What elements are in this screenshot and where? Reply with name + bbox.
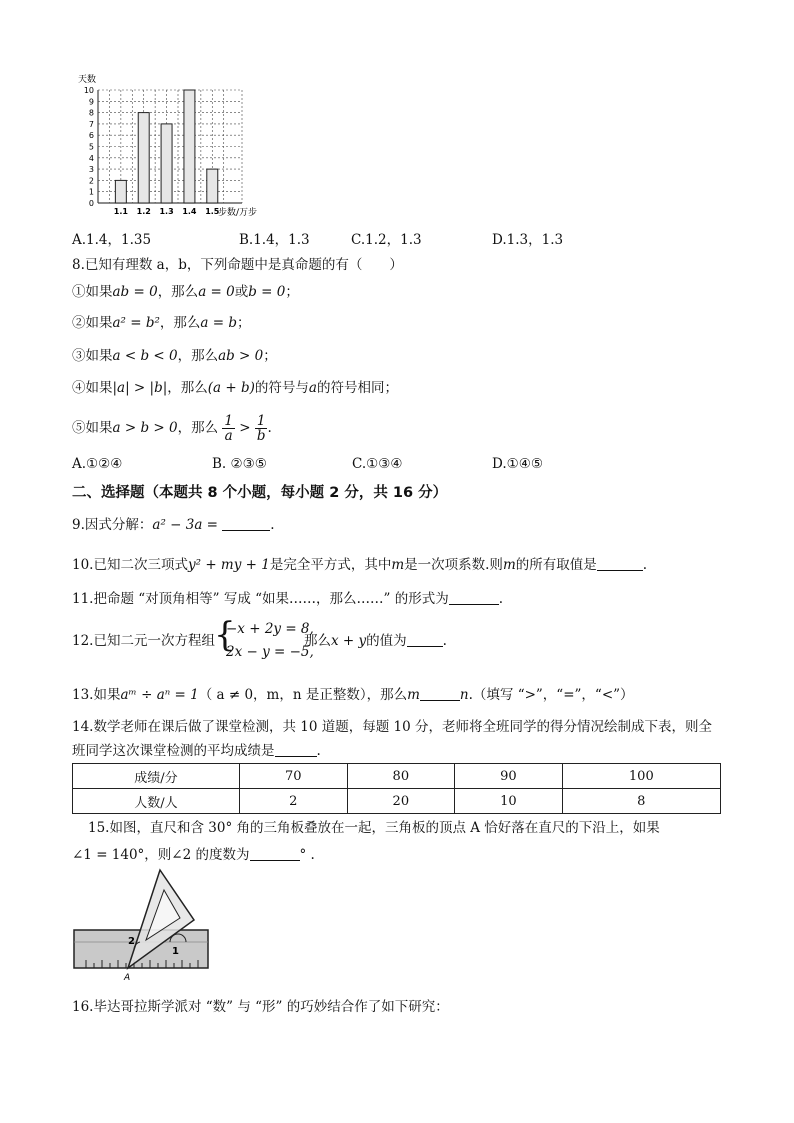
q12-prefix: 12.已知二元一次方程组	[72, 633, 215, 649]
bar-1.2	[138, 113, 149, 203]
section-2-title: 二、选择题（本题共 8 个小题，每小题 2 分，共 16 分）	[72, 485, 448, 501]
q12-equation-2: 2x − y = −5,	[226, 644, 314, 660]
q12-answer-blank	[407, 632, 443, 647]
q15-line-2: ∠1 = 140°，则∠2 的度数为 ° .	[72, 847, 315, 863]
table-cell: 2	[240, 789, 348, 814]
table-cell: 90	[455, 764, 563, 789]
q15-line-1: 15.如图，直尺和含 30° 角的三角板叠放在一起，三角板的顶点 A 恰好落在直尺的下沿上，如果	[88, 820, 660, 836]
x-tick-label: 1.3	[159, 207, 174, 216]
y-tick-label: 6	[88, 131, 94, 141]
bar-1.3	[161, 124, 172, 203]
q8-statement-2: ②如果a² = b²，那么a = b；	[72, 315, 251, 331]
bar-1.4	[184, 90, 195, 203]
angle-2-label: 2	[128, 936, 135, 947]
y-tick-label: 8	[88, 108, 94, 118]
y-tick-label: 9	[88, 97, 94, 107]
q8-option-d: D.①④⑤	[492, 456, 543, 472]
q7-option-c: C.1.2，1.3	[351, 232, 422, 248]
q8-statement-3: ③如果a < b < 0，那么ab > 0；	[72, 348, 277, 364]
x-tick-label: 1.2	[136, 207, 151, 216]
q9-answer-blank	[222, 516, 270, 531]
q8-stem: 8.已知有理数 a，b，下列命题中是真命题的有（ ）	[72, 257, 403, 273]
chart-x-ticks	[114, 207, 220, 216]
q8-statement-4: ④如果|a| > |b|，那么(a + b)的符号与a的符号相同；	[72, 380, 398, 396]
table-row	[73, 789, 721, 814]
y-tick-label: 10	[83, 86, 94, 95]
equation-system-brace: {	[214, 615, 236, 655]
y-tick-label: 5	[88, 142, 94, 152]
q14-answer-blank	[275, 742, 317, 757]
q12-equation-1: −x + 2y = 8,	[226, 621, 314, 637]
chart-y-ticks	[84, 86, 94, 208]
x-axis-label: 步数/万步	[218, 208, 258, 218]
fraction-1-over-b: $\frac{1}{b}$	[256, 413, 266, 444]
q15-answer-blank	[250, 846, 300, 861]
table-cell: 20	[347, 789, 455, 814]
q12-question: 那么x + y的值为 .	[304, 633, 447, 649]
q13-answer-blank	[420, 686, 460, 701]
y-tick-label: 4	[88, 153, 94, 163]
q8-option-a: A.①②④	[72, 456, 123, 472]
q7-option-a: A.1.4，1.35	[72, 232, 152, 248]
q14-line-2: 班同学这次课堂检测的平均成绩是 .	[72, 743, 321, 759]
step-count-bar-chart	[70, 70, 270, 222]
bar-1.5	[207, 169, 218, 203]
row-header-count: 人数/人	[73, 789, 240, 814]
x-tick-label: 1.4	[182, 207, 197, 216]
score-table	[72, 763, 721, 814]
q8-option-c: C.①③④	[352, 456, 403, 472]
q11: 11.把命题 “对顶角相等” 写成 “如果……，那么……” 的形式为 .	[72, 591, 504, 607]
q8-statement-5: ⑤如果a > b > 0，那么 $\frac{1}{a}$ > $\frac{1}{b}$ .	[72, 413, 272, 444]
q11-answer-blank	[449, 590, 499, 605]
q7-option-b: B.1.4，1.3	[239, 232, 310, 248]
table-cell: 70	[240, 764, 348, 789]
q16: 16.毕达哥拉斯学派对 “数” 与 “形” 的巧妙结合作了如下研究：	[72, 999, 449, 1015]
y-axis-label: 天数	[78, 75, 97, 85]
point-a-label: A	[124, 973, 131, 983]
q8-statement-1: ①如果ab = 0，那么a = 0或b = 0；	[72, 284, 299, 300]
q14-line-1: 14.数学老师在课后做了课堂检测，共 10 道题，每题 10 分，老师将全班同学的得分情况绘制成下表，则全	[72, 719, 712, 735]
y-tick-label: 2	[88, 176, 94, 186]
q7-option-d: D.1.3，1.3	[492, 232, 564, 248]
table-cell: 8	[562, 789, 720, 814]
q10: 10.已知二次三项式y² + my + 1是完全平方式，其中m是一次项系数.则m的所有取值是 .	[72, 557, 648, 573]
table-cell: 80	[347, 764, 455, 789]
q13: 13.如果aᵐ ÷ aⁿ = 1（ a ≠ 0，m，n 是正整数），那么m n.（填写 “>”，“=”，“<”）	[72, 687, 634, 703]
y-tick-label: 0	[88, 199, 94, 208]
x-tick-label: 1.5	[205, 207, 220, 216]
y-tick-label: 7	[88, 119, 94, 129]
ruler-triangle-figure	[72, 868, 212, 986]
bar-1.1	[115, 180, 126, 203]
row-header-score: 成绩/分	[73, 764, 240, 789]
fraction-1-over-a: $\frac{1}{a}$	[224, 413, 233, 444]
q10-answer-blank	[597, 556, 643, 571]
table-row	[73, 764, 721, 789]
angle-1-label: 1	[172, 946, 179, 957]
y-tick-label: 1	[88, 187, 94, 197]
q9: 9.因式分解：a² − 3a = .	[72, 517, 275, 533]
table-cell: 100	[562, 764, 720, 789]
x-tick-label: 1.1	[113, 207, 128, 216]
table-cell: 10	[455, 789, 563, 814]
q8-option-b: B. ②③⑤	[212, 456, 267, 472]
y-tick-label: 3	[88, 165, 94, 175]
